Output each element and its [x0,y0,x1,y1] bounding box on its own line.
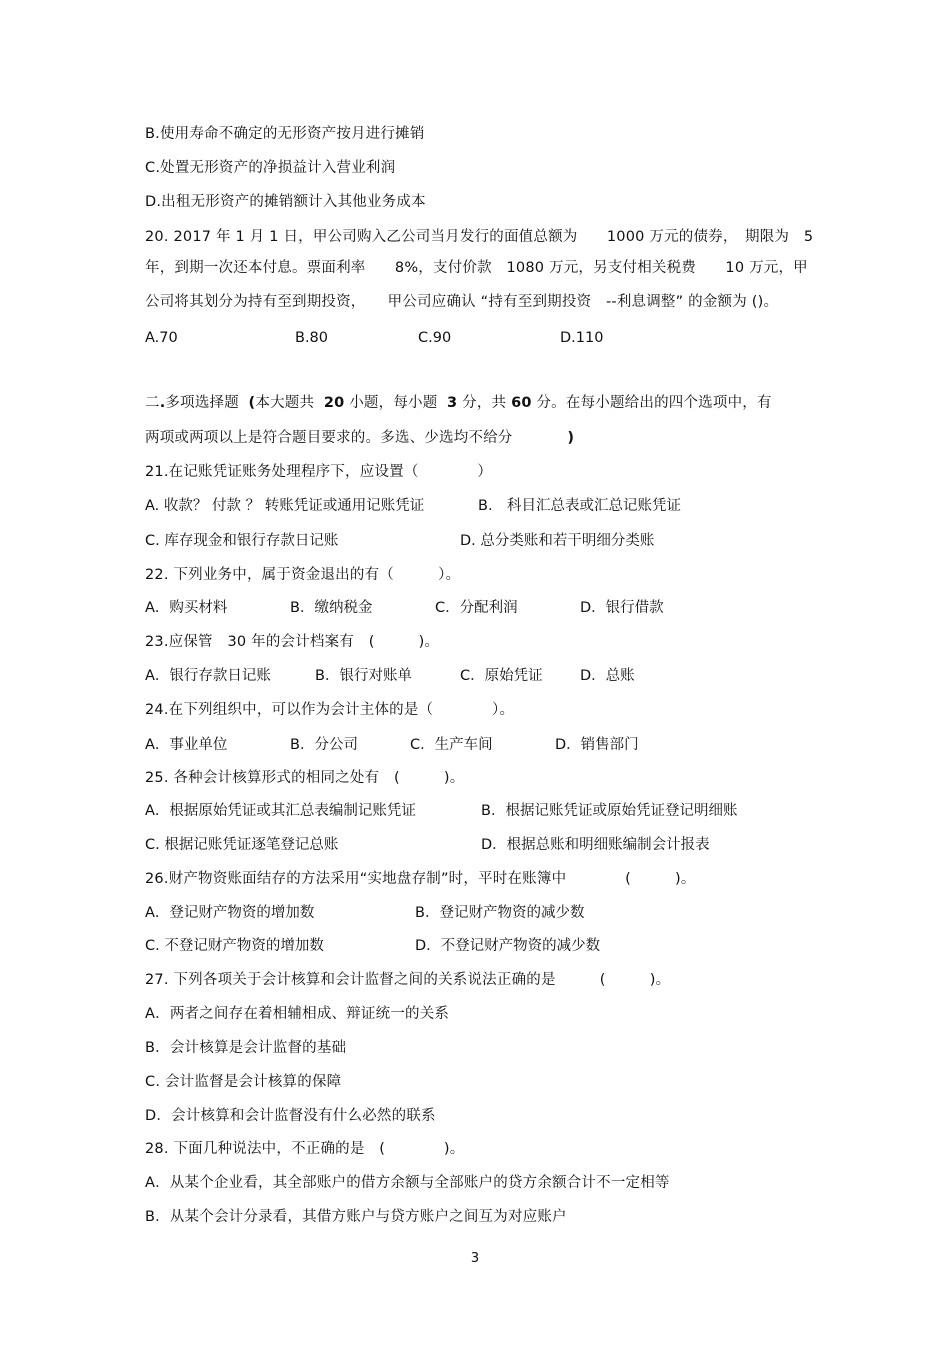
q26-option-d: D．不登记财产物资的减少数 [415,938,601,954]
q25-stem: 25. 各种会计核算形式的相同之处有 ( )。 [145,770,465,786]
section-2-text-2: 小题，每小题 [349,395,438,411]
section-2-title: 多项选择题 [165,395,239,411]
q21-option-c: C. 库存现金和银行存款日记账 [145,533,339,549]
section-2-text-3: 分，共 [462,395,507,411]
q21-option-a: A. 收款？ 付款 ？ 转账凭证或通用记账凭证 [145,498,425,514]
q24-option-b: B．分公司 [290,737,358,753]
q26-option-a: A．登记财产物资的增加数 [145,905,315,921]
q19-option-c: C.处置无形资产的净损益计入营业利润 [145,160,396,176]
q23-option-d: D．总账 [580,668,635,684]
q20-stem-line-2: 年，到期一次还本付息。票面利率 8%，支付价款 1080 万元，另支付相关税费 10 万元，甲 [145,260,808,276]
q27-option-d: D．会计核算和会计监督没有什么必然的联系 [145,1108,436,1124]
section-2-points-each: 3 [447,395,458,411]
q23-option-c: C．原始凭证 [460,668,543,684]
section-2-heading [145,393,772,413]
section-2-paren-close: ) [567,430,575,446]
section-2-heading-line-2 [145,428,574,448]
q26-option-c: C. 不登记财产物资的增加数 [145,938,324,954]
q24-option-d: D．销售部门 [555,737,639,753]
q25-option-c: C. 根据记账凭证逐笔登记总账 [145,837,339,853]
q26-stem: 26.财产物资账面结存的方法采用“实地盘存制”时，平时在账簿中 ( )。 [145,871,696,887]
section-2-instructions: 两项或两项以上是符合题目要求的。多选、少选均不给分 [145,430,513,446]
section-2-count: 20 [323,395,345,411]
q19-option-d: D.出租无形资产的摊销额计入其他业务成本 [145,194,426,210]
q20-option-b: B.80 [295,330,329,346]
q25-option-d: D．根据总账和明细账编制会计报表 [481,837,710,853]
section-2-prefix: 二 [145,395,160,411]
section-2-points-total: 60 [511,395,532,411]
q26-option-b: B．登记财产物资的减少数 [415,905,585,921]
q24-stem: 24.在下列组织中，可以作为会计主体的是（ ）。 [145,702,515,718]
section-2-dot: . [159,395,166,411]
q20-stem-line-3: 公司将其划分为持有至到期投资， 甲公司应确认 “持有至到期投资 --利息调整” 的金额为 ()。 [145,294,779,310]
q27-stem: 27. 下列各项关于会计核算和会计监督之间的关系说法正确的是 ( )。 [145,972,671,988]
q19-option-b: B.使用寿命不确定的无形资产按月进行摊销 [145,126,425,142]
q22-option-c: C．分配利润 [435,600,518,616]
q23-option-b: B．银行对账单 [315,668,412,684]
q25-option-b: B．根据记账凭证或原始凭证登记明细账 [481,803,738,819]
section-2-text-1: 本大题共 [255,395,315,411]
q21-stem: 21.在记账凭证账务处理程序下，应设置（ ） [145,464,493,480]
q24-option-a: A．事业单位 [145,737,228,753]
section-2-text-4: 分。在每小题给出的四个选项中，有 [536,395,772,411]
q22-option-a: A．购买材料 [145,600,228,616]
q21-option-b: B. 科目汇总表或汇总记账凭证 [478,498,682,514]
q28-stem: 28. 下面几种说法中，不正确的是 ( )。 [145,1141,465,1157]
q24-option-c: C．生产车间 [410,737,493,753]
page-number: 3 [470,1251,480,1266]
q23-stem: 23.应保管 30 年的会计档案有 ( )。 [145,634,440,650]
q20-option-d: D.110 [560,330,604,346]
q22-stem: 22. 下列业务中，属于资金退出的有（ ）。 [145,567,461,583]
q22-option-d: D．银行借款 [580,600,664,616]
q28-option-a: A．从某个企业看，其全部账户的借方余额与全部账户的贷方余额合计不一定相等 [145,1175,670,1191]
q27-option-a: A．两者之间存在着相辅相成、辩证统一的关系 [145,1006,450,1022]
q23-option-a: A．银行存款日记账 [145,668,271,684]
q20-option-a: A.70 [145,330,178,346]
q21-option-d: D. 总分类账和若干明细分类账 [460,533,655,549]
section-2-paren-open: ( [248,395,256,411]
q28-option-b: B．从某个会计分录看，其借方账户与贷方账户之间互为对应账户 [145,1209,567,1225]
q27-option-b: B．会计核算是会计监督的基础 [145,1040,347,1056]
q25-option-a: A．根据原始凭证或其汇总表编制记账凭证 [145,803,416,819]
q27-option-c: C. 会计监督是会计核算的保障 [145,1074,342,1090]
q22-option-b: B．缴纳税金 [290,600,373,616]
q20-option-c: C.90 [418,330,452,346]
q20-stem-line-1: 20. 2017 年 1 月 1 日，甲公司购入乙公司当月发行的面值总额为 1000 万元的债券， 期限为 5 [145,229,814,245]
